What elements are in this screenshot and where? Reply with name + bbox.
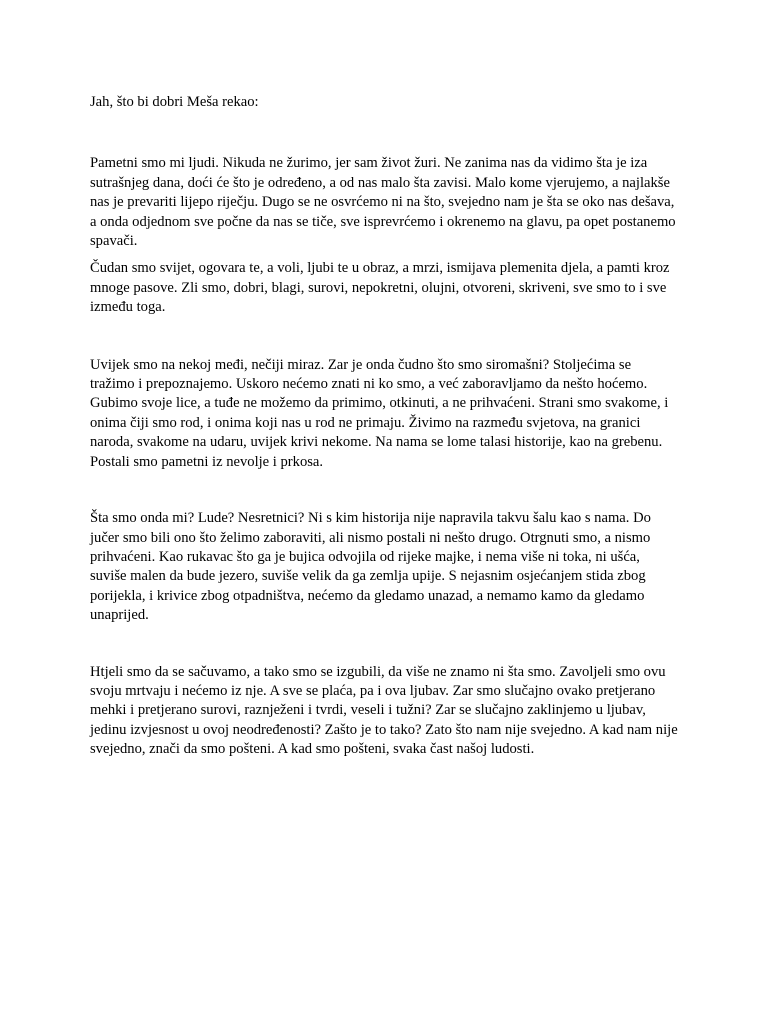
paragraph-1: Pametni smo mi ljudi. Nikuda ne žurimo, jer sam život žuri. Ne zanima nas da vidimo šta je iza sutrašnjeg dana, doći će što je određeno, a od nas malo šta zavisi. Malo kome vjerujemo, a najlakše nas je prevariti lijepo riječju. Dugo se ne osvrćemo ni na što, svejedno nam je šta se oko nas dešava, a onda odjednom sve počne da nas se tiče, sve isprevrćemo i okrenemo na glavu, pa opet postanemo spavači. (90, 155, 676, 250)
paragraph-4: Šta smo onda mi? Lude? Nesretnici? Ni s kim historija nije napravila takvu šalu kao s nama. Do jučer smo bili ono što želimo zaboraviti, ali nismo postali ni nešto drugo. Otrgnuti smo, a nismo prihvaćeni. Kao rukavac što ga je bujica odvojila od rijeke majke, i nema više ni toka, ni ušća, suviše malen da bude jezero, suviše velik da ga zemlja upije. S nejasnim osjećanjem stida zbog porijekla, i krivice zbog otpadništva, nećemo da gledamo unazad, a nemamo kamo da gledamo unaprijed. (90, 510, 651, 624)
intro-line: Jah, što bi dobri Meša rekao: (90, 94, 259, 110)
paragraph-2: Čudan smo svijet, ogovara te, a voli, ljubi te u obraz, a mrzi, ismijava plemenita djela, a pamti kroz mnoge pasove. Zli smo, dobri, blagi, surovi, nepokretni, olujni, otvoreni, skriveni, sve smo to i sve između toga. (90, 260, 670, 316)
paragraph-5: Htjeli smo da se sačuvamo, a tako smo se izgubili, da više ne znamo ni šta smo. Zavoljeli smo ovu svoju mrtvaju i nećemo iz nje. A sve se plaća, pa i ova ljubav. Zar smo slučajno ovako pretjerano mehki i pretjerano surovi, raznježeni i tvrdi, veseli i tužni? Zar se slučajno zaklinjemo u ljubav, jedinu izvjesnost u ovoj neodređenosti? Zašto je to tako? Zato što nam nije svejedno. A kad nam nije svejedno, znači da smo pošteni. A kad smo pošteni, svaka čast našoj ludosti. (90, 663, 678, 758)
document-body (90, 93, 678, 760)
paragraph-3: Uvijek smo na nekoj međi, nečiji miraz. Zar je onda čudno što smo siromašni? Stoljećima se tražimo i prepoznajemo. Uskoro nećemo znati ni ko smo, a već zaboravljamo da nešto hoćemo. Gubimo svoje lice, a tuđe ne možemo da primimo, otkinuti, a ne prihvaćeni. Strani smo svakome, i onima čiji smo rod, i onima koji nas u rod ne primaju. Živimo na razmeđu svjetova, na granici naroda, svakome na udaru, uvijek krivi nekome. Na nama se lome talasi historije, kao na grebenu. Postali smo pametni iz nevolje i prkosa. (90, 356, 669, 470)
